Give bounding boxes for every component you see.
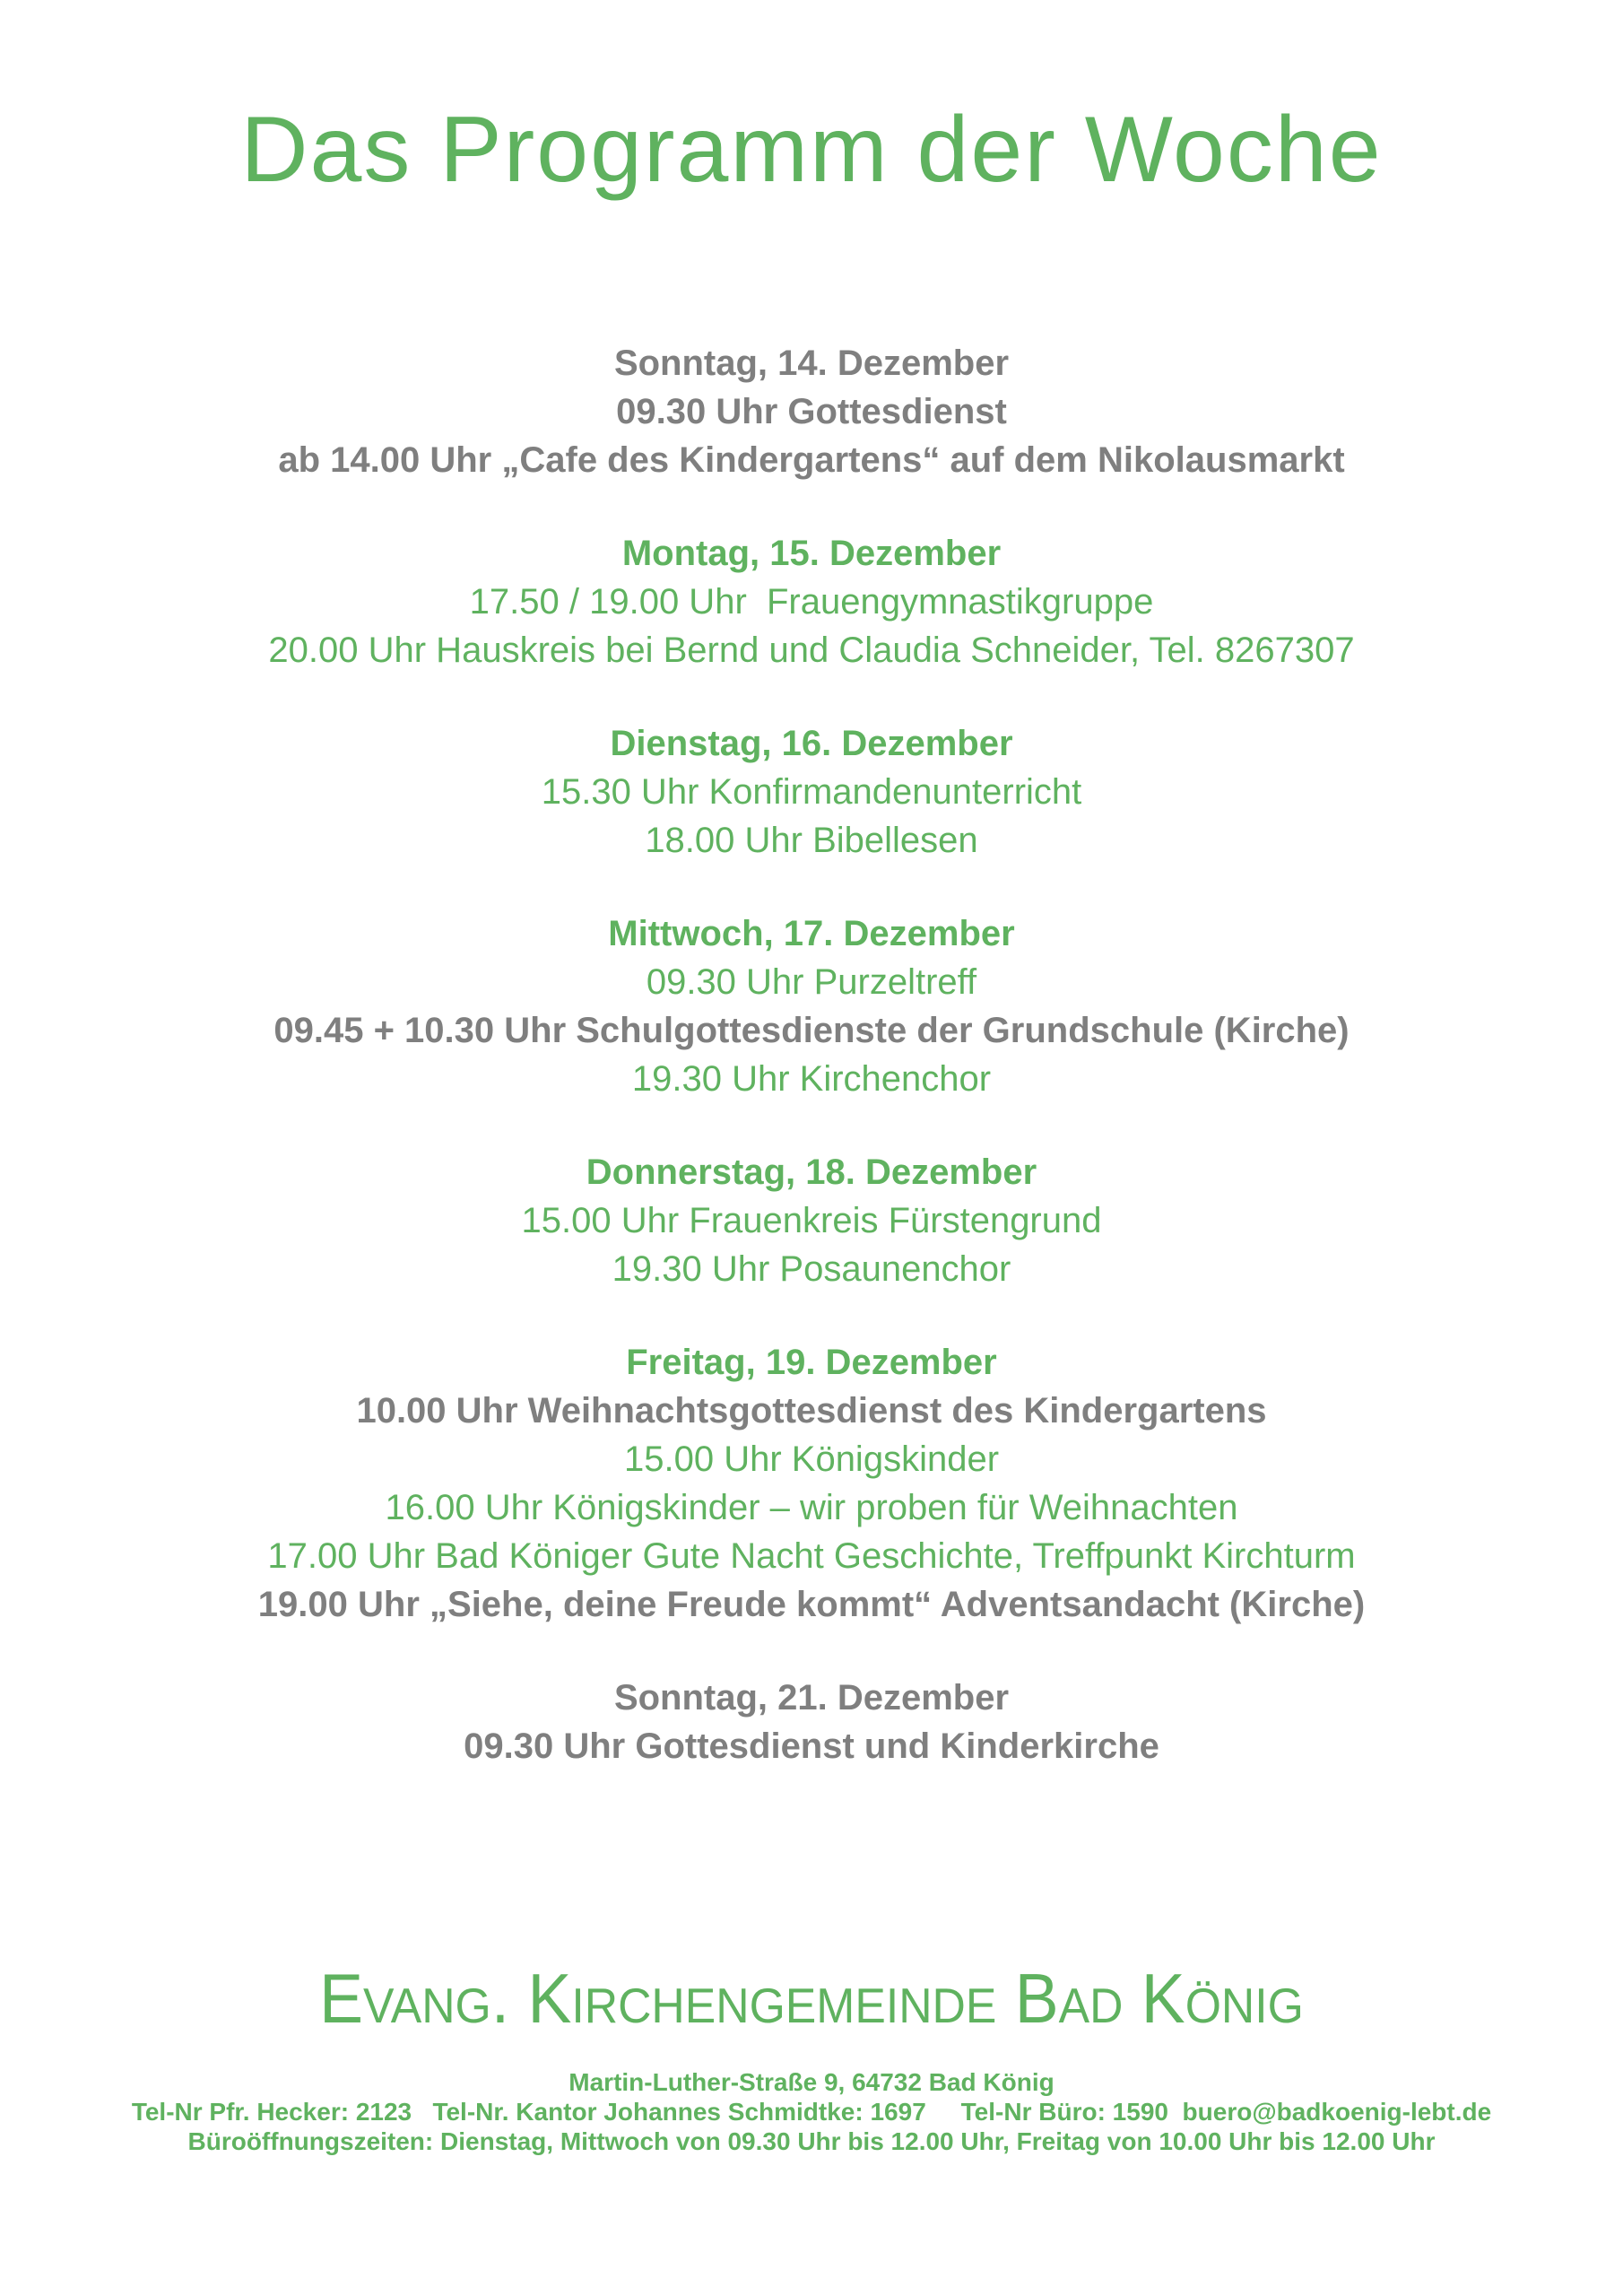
- day-header: Donnerstag, 18. Dezember: [586, 1152, 1037, 1192]
- event-line: ab 14.00 Uhr „Cafe des Kindergartens“ auf dem Nikolausmarkt: [278, 439, 1345, 480]
- event-line: 20.00 Uhr Hauskreis bei Bernd und Claudia Schneider, Tel. 8267307: [268, 630, 1355, 670]
- event-line: 15.30 Uhr Konfirmandenunterricht: [541, 771, 1082, 812]
- address-line: Martin-Luther-Straße 9, 64732 Bad König: [568, 2068, 1055, 2097]
- event-line: 19.30 Uhr Kirchenchor: [631, 1058, 992, 1099]
- page-title: Das Programm der Woche: [240, 98, 1383, 202]
- day-header: Sonntag, 14. Dezember: [613, 343, 1010, 383]
- contact-line: Tel-Nr Pfr. Hecker: 2123 Tel-Nr. Kantor Johannes Schmidtke: 1697 Tel-Nr Büro: 1590 buero@badkoenig-lebt.de: [131, 2098, 1492, 2126]
- day-section: [0, 1338, 1623, 1629]
- day-header: Freitag, 19. Dezember: [626, 1342, 997, 1382]
- event-line: 15.00 Uhr Frauenkreis Fürstengrund: [521, 1200, 1102, 1240]
- organization-name: Evang. Kirchengemeinde Bad König: [319, 1958, 1304, 2038]
- day-header: Montag, 15. Dezember: [621, 533, 1002, 573]
- event-line: 19.30 Uhr Posaunenchor: [612, 1248, 1011, 1289]
- event-line: 15.00 Uhr Königskinder: [623, 1439, 1000, 1479]
- day-header: Mittwoch, 17. Dezember: [608, 913, 1015, 953]
- program-list: [0, 339, 1623, 1770]
- event-line: 09.30 Uhr Purzeltreff: [646, 961, 977, 1002]
- event-line: 17.00 Uhr Bad Königer Gute Nacht Geschichte, Treffpunkt Kirchturm: [267, 1535, 1356, 1576]
- day-section: [0, 1148, 1623, 1293]
- footer: [0, 1958, 1623, 2157]
- event-line: 09.30 Uhr Gottesdienst: [616, 391, 1007, 431]
- event-line: 17.50 / 19.00 Uhr Frauengymnastikgruppe: [469, 581, 1154, 622]
- event-line: 19.00 Uhr „Siehe, deine Freude kommt“ Adventsandacht (Kirche): [257, 1584, 1366, 1624]
- office-hours-line: Büroöffnungszeiten: Dienstag, Mittwoch von 09.30 Uhr bis 12.00 Uhr, Freitag von 10.00 Uhr bis 12.00 Uhr: [187, 2127, 1436, 2156]
- day-header: Sonntag, 21. Dezember: [613, 1677, 1010, 1718]
- day-section: [0, 339, 1623, 484]
- event-line: 18.00 Uhr Bibellesen: [645, 820, 978, 860]
- day-section: [0, 1674, 1623, 1770]
- event-line: 09.45 + 10.30 Uhr Schulgottesdienste der Grundschule (Kirche): [273, 1010, 1350, 1050]
- day-section: [0, 529, 1623, 674]
- day-header: Dienstag, 16. Dezember: [610, 723, 1013, 763]
- event-line: 09.30 Uhr Gottesdienst und Kinderkirche: [464, 1726, 1159, 1766]
- day-section: [0, 719, 1623, 865]
- event-line: 10.00 Uhr Weihnachtsgottesdienst des Kindergartens: [356, 1390, 1267, 1431]
- day-section: [0, 909, 1623, 1103]
- event-line: 16.00 Uhr Königskinder – wir proben für Weihnachten: [385, 1487, 1238, 1527]
